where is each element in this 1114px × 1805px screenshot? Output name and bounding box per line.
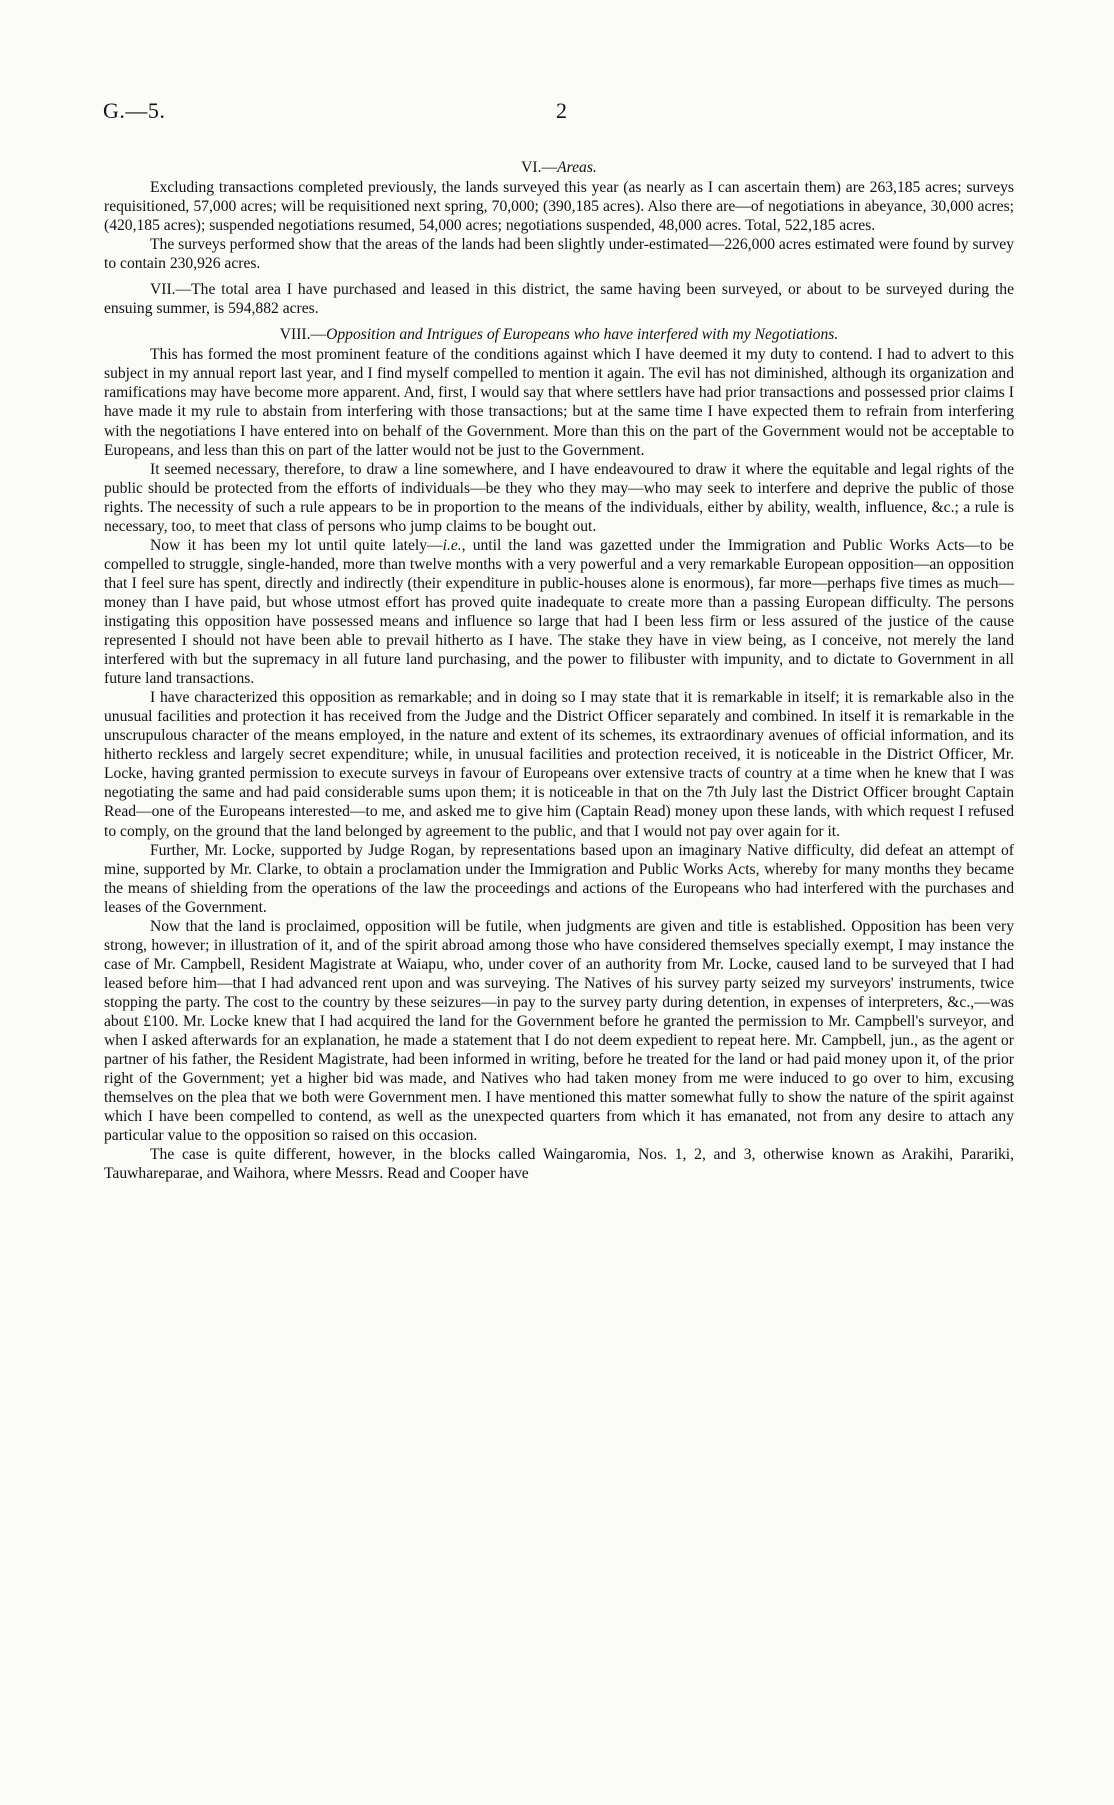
- text-run: , until the land was gazetted under the Immigration and Public Works Acts—to be compelled to struggle, single-handed, more than twelve months with a very powerful and a very remarkable European opposition—an opposition that I feel sure has spent, directly and indirectly (their expenditure in public-houses alone is enormous), far more—perhaps five times as much—money than I have paid, but whose utmost effort has proved quite inadequate to create more than a passing European difficulty. The persons instigating this opposition have possessed means and influence so large that had I been less firm or less assured of the justice of the cause represented I should not have been able to prevail hitherto as I have. The stake they have in view being, as I conceive, not merely the land interfered with but the supremacy in all future land purchasing, and the power to filibuster with impunity, and to dictate to Government in all future land transactions.: [104, 536, 1014, 688]
- section-numeral: VI.—: [521, 159, 558, 176]
- paragraph: This has formed the most prominent feature of the conditions against which I have deemed it my duty to contend. I had to advert to this subject in my annual report last year, and I find myself compelled to mention it again. The evil has not diminished, although its organization and ramifications may have become more apparent. And, first, I would say that where settlers have had prior transactions and possessed prior claims I have made it my rule to abstain from interfering with those transactions; but at the same time I have expected them to refrain from interfering with the negotiations I have entered into on behalf of the Government. More than this on the part of the Government would not be acceptable to Europeans, and less than this on part of the latter would not be just to the Government.: [104, 346, 1014, 459]
- text-run: Now it has been my lot until quite lately—: [150, 536, 443, 554]
- document-body: [104, 158, 1014, 1183]
- paragraph: The case is quite different, however, in the blocks called Waingaromia, Nos. 1, 2, and 3, otherwise known as Arakihi, Parariki, Tauwhareparae, and Waihora, where Messrs. Read and Cooper have: [104, 1146, 1014, 1183]
- paragraph-section-vii: VII.—The total area I have purchased and leased in this district, the same having been surveyed, or about to be surveyed during the ensuing summer, is 594,882 acres.: [104, 281, 1014, 318]
- paragraph: [104, 536, 1014, 688]
- section-title: Opposition and Intrigues of Europeans who have interfered with my Negotiations.: [326, 326, 839, 344]
- document-reference: G.—5.: [103, 98, 166, 123]
- section-heading-viii: [104, 325, 1014, 345]
- paragraph: Excluding transactions completed previously, the lands surveyed this year (as nearly as I can ascertain them) are 263,185 acres; surveys requisitioned, 57,000 acres; will be requisitioned next spring, 70,000; (390,185 acres). Also there are—of negotiations in abeyance, 30,000 acres; (420,185 acres); suspended negotiations resumed, 54,000 acres; negotiations suspended, 48,000 acres. Total, 522,185 acres.: [104, 179, 1014, 235]
- paragraph: Now that the land is proclaimed, opposition will be futile, when judgments are given and title is established. Opposition has been very strong, however; in illustration of it, and of the spirit abroad among those who have considered themselves specially exempt, I may instance the case of Mr. Campbell, Resident Magistrate at Waiapu, who, under cover of an authority from Mr. Locke, caused land to be surveyed that I had leased before him—that I had advanced rent upon and was surveying. The Natives of his survey party seized my surveyors' instruments, twice stopping the party. The cost to the country by these seizures—in pay to the survey party during detention, in expenses of interpreters, &c.,—was about £100. Mr. Locke knew that I had acquired the land for the Government before he granted the permission to Mr. Campbell's surveyor, and when I asked afterwards for an explanation, he made a statement that I do not deem expedient to repeat here. Mr. Campbell, jun., as the agent or partner of his father, the Resident Magistrate, had been informed in writing, before he treated for the land or had paid money upon it, of the prior right of the Government; yet a higher bid was made, and Natives who had taken money from me were induced to go over to him, excusing themselves on the plea that we both were Government men. I have mentioned this matter somewhat fully to show the nature of the spirit against which I have been compelled to contend, as well as the unexpected quarters from which it has emanated, not from any desire to attach any particular value to the opposition so raised on this occasion.: [104, 917, 1014, 1145]
- paragraph: The surveys performed show that the areas of the lands had been slightly under-estimated—226,000 acres estimated were found by survey to contain 230,926 acres.: [104, 236, 1015, 273]
- section-heading-vi: [104, 158, 1014, 178]
- section-numeral: VIII.—: [279, 326, 327, 344]
- page-header: [103, 98, 1003, 128]
- paragraph: I have characterized this opposition as remarkable; and in doing so I may state that it is remarkable in itself; it is remarkable also in the unusual facilities and protection it has received from the Judge and the District Officer separately and combined. In itself it is remarkable in the unscrupulous character of the means employed, in the nature and extent of its schemes, its extraordinary avenues of official information, and its hitherto reckless and largely secret expenditure; while, in unusual facilities and protection received, it is noticeable in the District Officer, Mr. Locke, having granted permission to execute surveys in favour of Europeans over extensive tracts of country at a time when he knew that I was negotiating the same and had paid considerable sums upon them; it is noticeable in that on the 7th July last the District Officer brought Captain Read—one of the Europeans interested—to me, and asked me to give him (Captain Read) money upon these lands, with which request I refused to comply, on the ground that the land belonged by agreement to the public, and that I would not pay over again for it.: [104, 689, 1014, 840]
- paragraph: Further, Mr. Locke, supported by Judge Rogan, by representations based upon an imaginary Native difficulty, did defeat an attempt of mine, supported by Mr. Clarke, to obtain a proclamation under the Immigration and Public Works Acts, whereby for many months they became the means of shielding from the operations of the law the proceedings and actions of the Europeans who had interfered with the purchases and leases of the Government.: [104, 841, 1014, 916]
- section-title: Areas.: [557, 159, 597, 176]
- italic-abbreviation: i.e.: [442, 536, 462, 554]
- page-number: 2: [556, 98, 567, 123]
- paragraph: It seemed necessary, therefore, to draw a line somewhere, and I have endeavoured to draw it where the equitable and legal rights of the public should be protected from the efforts of individuals—be they who they may—who may seek to interfere and deprive the public of those rights. The necessity of such a rule appears to be in proportion to the means of the individuals, either by ability, wealth, influence, &c.; a rule is necessary, too, to meet that class of persons who jump claims to be bought out.: [104, 460, 1014, 535]
